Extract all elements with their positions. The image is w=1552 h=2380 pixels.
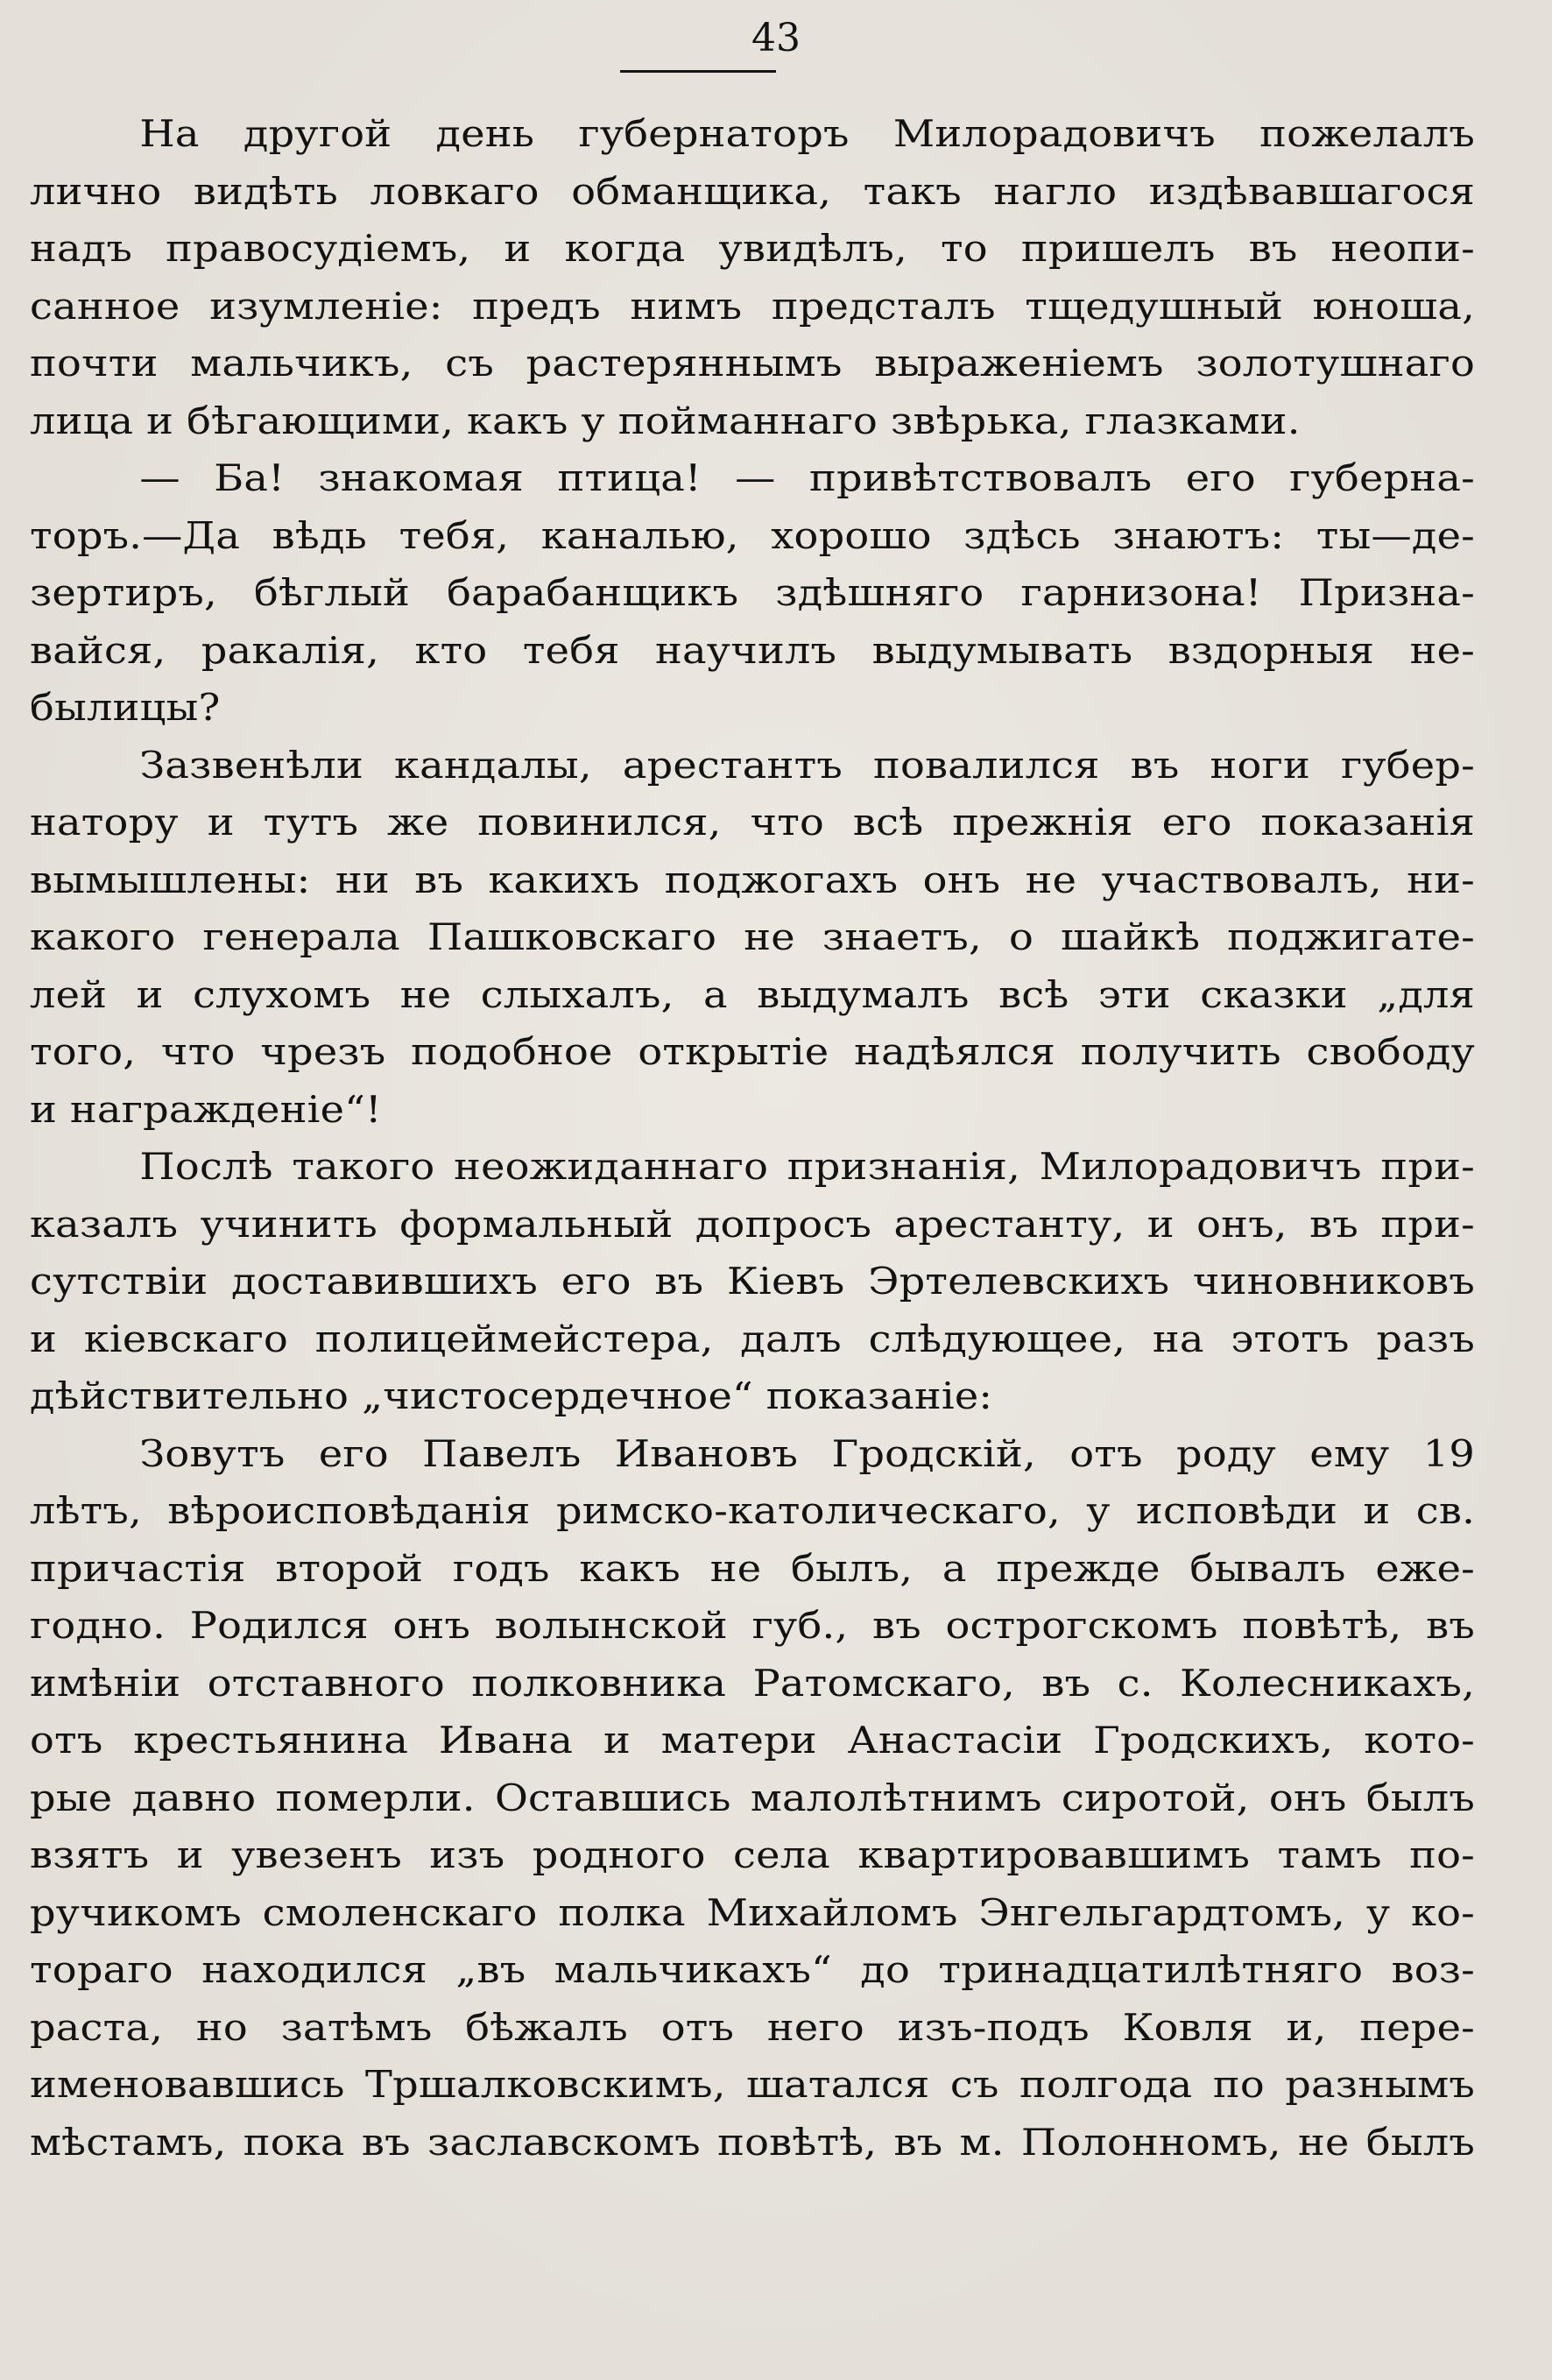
text-line: На другой день губернаторъ Милорадовичъ пожелалъ (139, 112, 1475, 155)
text-line: почти мальчикъ, съ растеряннымъ выраженіемъ золотушнаго (30, 342, 1475, 385)
text-line: — Ба! знакомая птица! — привѣтствовалъ его губерна- (139, 456, 1475, 499)
text-line: дѣйствительно „чистосердечное“ показаніе: (30, 1374, 993, 1417)
body-text (30, 105, 1475, 2171)
text-line: того, что чрезъ подобное открытіе надѣялся получить свободу (30, 1030, 1475, 1073)
text-line: именовавшись Тршалковскимъ, шатался съ полгода по разнымъ (30, 2063, 1475, 2106)
text-line: натору и тутъ же повинился, что всѣ прежнія его показанія (30, 801, 1475, 844)
text-line: раста, но затѣмъ бѣжалъ отъ него изъ-подъ Ковля и, пере- (30, 2005, 1475, 2049)
text-line: сутствіи доставившихъ его въ Кіевъ Эртелевскихъ чиновниковъ (30, 1260, 1475, 1303)
text-line: Послѣ такого неожиданнаго признанія, Милорадовичъ при- (139, 1145, 1475, 1188)
text-line: мѣстамъ, пока въ заславскомъ повѣтѣ, въ м. Полонномъ, не былъ (30, 2120, 1475, 2164)
text-line: тораго находился „въ мальчикахъ“ до тринадцатилѣтняго воз- (30, 1948, 1475, 1991)
text-line: лично видѣть ловкаго обманщика, такъ нагло издѣвавшагося (30, 169, 1475, 213)
page-number-rule (620, 70, 776, 73)
text-line: лица и бѣгающими, какъ у пойманнаго звѣрька, глазками. (30, 399, 1301, 442)
text-line: зертиръ, бѣглый барабанщикъ здѣшняго гарнизона! Призна- (30, 571, 1475, 614)
text-line: взятъ и увезенъ изъ родного села квартировавшимъ тамъ по- (30, 1833, 1475, 1876)
text-line: ручикомъ смоленскаго полка Михайломъ Энгельгардтомъ, у ко- (30, 1890, 1475, 1934)
text-line: отъ крестьянина Ивана и матери Анастасіи Гродскихъ, кото- (30, 1719, 1475, 1762)
text-line: надъ правосудіемъ, и когда увидѣлъ, то пришелъ въ неопи- (30, 227, 1475, 270)
text-line: лей и слухомъ не слыхалъ, а выдумалъ всѣ эти сказки „для (30, 972, 1475, 1016)
text-line: имѣніи отставного полковника Ратомскаго, въ с. Колесникахъ, (30, 1661, 1475, 1705)
text-line: лѣтъ, вѣроисповѣданія римско-католическаго, у исповѣди и св. (30, 1489, 1475, 1532)
text-line: годно. Родился онъ волынской губ., въ острогскомъ повѣтѣ, въ (30, 1604, 1475, 1647)
text-line: вайся, ракалія, кто тебя научилъ выдумывать вздорныя не- (30, 628, 1475, 672)
text-line: и кіевскаго полицеймейстера, далъ слѣдующее, на этотъ разъ (30, 1317, 1475, 1360)
text-line: казалъ учинить формальный допросъ арестанту, и онъ, въ при- (30, 1202, 1475, 1246)
text-line: былицы? (30, 686, 221, 729)
text-line: торъ.—Да вѣдь тебя, каналью, хорошо здѣсь знаютъ: ты—де- (30, 513, 1475, 557)
text-line: и награжденіе“! (30, 1087, 382, 1131)
text-line: санное изумленіе: предъ нимъ предсталъ тщедушный юноша, (30, 284, 1475, 328)
text-line: рые давно померли. Оставшись малолѣтнимъ сиротой, онъ былъ (30, 1776, 1475, 1819)
text-line: Зазвенѣли кандалы, арестантъ повалился въ ноги губер- (139, 743, 1475, 787)
page-number: 43 (751, 16, 801, 60)
text-line: какого генерала Пашковскаго не знаетъ, о шайкѣ поджигате- (30, 915, 1475, 958)
text-line: Зовутъ его Павелъ Ивановъ Гродскій, отъ роду ему 19 (139, 1431, 1475, 1475)
text-line: причастія второй годъ какъ не былъ, а прежде бывалъ еже- (30, 1546, 1475, 1590)
text-line: вымышлены: ни въ какихъ поджогахъ онъ не участвовалъ, ни- (30, 858, 1475, 901)
